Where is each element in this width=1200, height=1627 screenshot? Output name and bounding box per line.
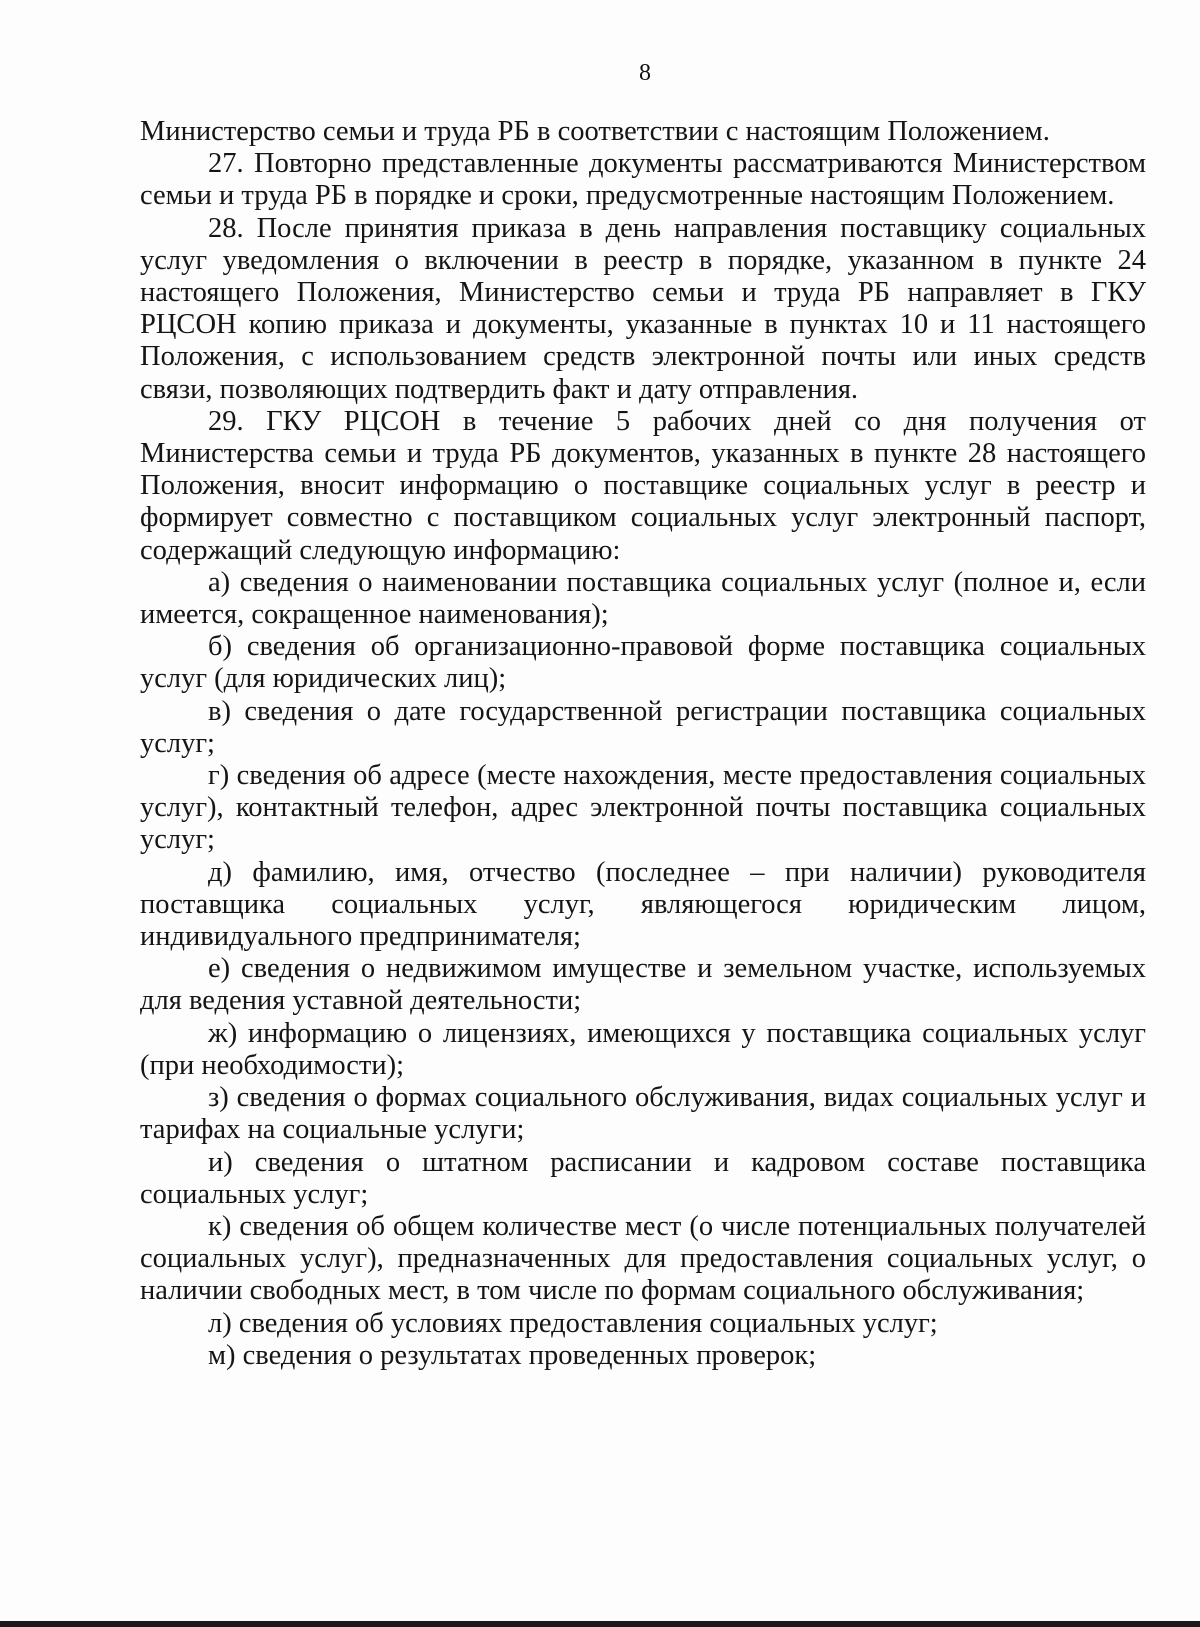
list-item-m: м) сведения о результатах проведенных проверок;	[208, 1339, 817, 1371]
paragraph-item-27: 27. Повторно представленные документы рассматриваются Министерством семьи и труда РБ в порядке и сроки, предусмотренные настоящим Положением.	[140, 148, 1146, 212]
page-number: 8	[639, 60, 651, 86]
list-item-a: а) сведения о наименовании поставщика социальных услуг (полное и, если имеется, сокращенное наименования);	[140, 566, 1146, 631]
list-item-d: д) фамилию, имя, отчество (последнее – при наличии) руководителя поставщика социальных услуг, являющегося юридическим лицом, индивидуального предпринимателя;	[140, 856, 1146, 953]
list-item-e: е) сведения о недвижимом имуществе и земельном участке, используемых для ведения уставной деятельности;	[140, 953, 1146, 1017]
paragraph-continuation: Министерство семьи и труда РБ в соответствии с настоящим Положением.	[140, 116, 1050, 147]
document-body	[140, 116, 1146, 1372]
paragraph-item-28: 28. После принятия приказа в день направления поставщику социальных услуг уведомления о включении в реестр в порядке, указанном в пункте 24 настоящего Положения, Министерство семьи и труда РБ направляет в ГКУ РЦСОН копию приказа и документы, указанные в пунктах 10 и 11 настоящего Положения, с использованием средств электронной почты или иных средств связи, позволяющих подтвердить факт и дату отправления.	[140, 212, 1146, 405]
list-item-i: и) сведения о штатном расписании и кадровом составе поставщика социальных услуг;	[140, 1146, 1146, 1210]
list-item-l: л) сведения об условиях предоставления социальных услуг;	[208, 1307, 938, 1339]
list-item-zh: ж) информацию о лицензиях, имеющихся у поставщика социальных услуг (при необходимости);	[140, 1017, 1146, 1081]
list-item-b: б) сведения об организационно-правовой форме поставщика социальных услуг (для юридических лиц);	[140, 631, 1146, 695]
list-item-k: к) сведения об общем количестве мест (о числе потенциальных получателей социальных услуг), предназначенных для предоставления социальных услуг, о наличии свободных мест, в том числе по формам социального обслуживания;	[140, 1210, 1146, 1307]
paragraph-item-29: 29. ГКУ РЦСОН в течение 5 рабочих дней со дня получения от Министерства семьи и труда РБ документов, указанных в пункте 28 настоящего Положения, вносит информацию о поставщике социальных услуг в реестр и формирует совместно с поставщиком социальных услуг электронный паспорт, содержащий следующую информацию:	[140, 405, 1146, 566]
list-item-z: з) сведения о формах социального обслуживания, видах социальных услуг и тарифах на социальные услуги;	[140, 1082, 1146, 1146]
list-item-g: г) сведения об адресе (месте нахождения, месте предоставления социальных услуг), контактный телефон, адрес электронной почты поставщика социальных услуг;	[140, 760, 1146, 856]
list-item-v: в) сведения о дате государственной регистрации поставщика социальных услуг;	[140, 695, 1146, 759]
scan-bottom-edge	[0, 1621, 1200, 1627]
